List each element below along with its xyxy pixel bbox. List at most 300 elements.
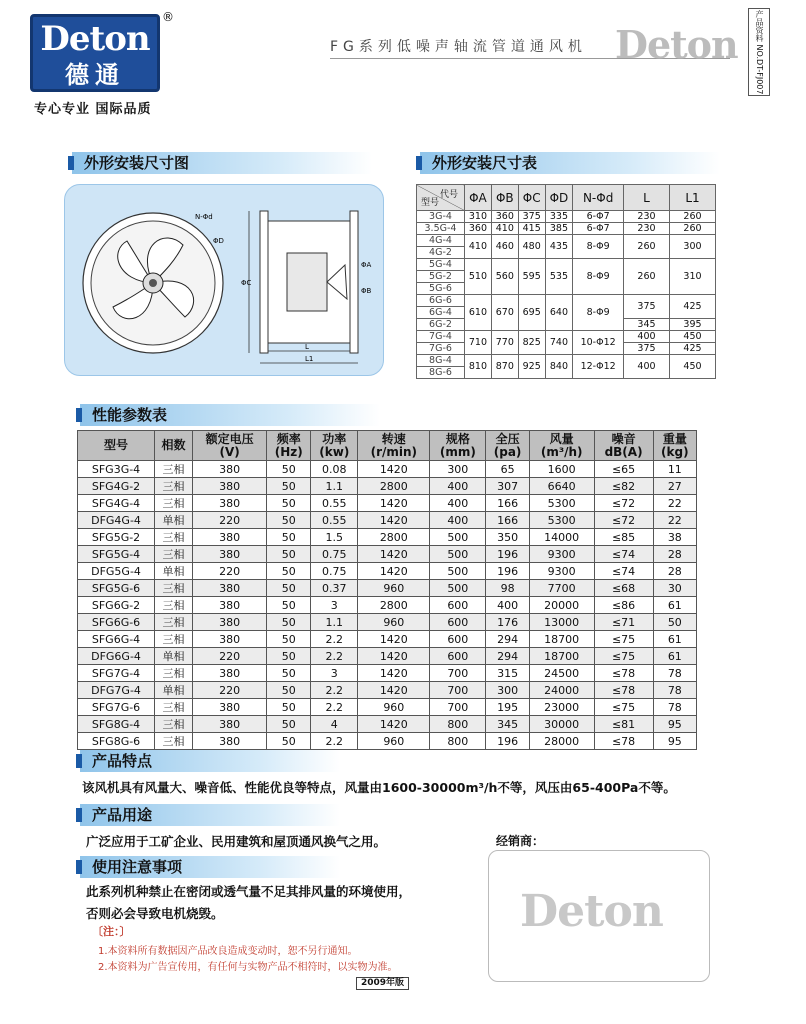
perf-cell: 3 — [311, 597, 358, 614]
perf-header-cell — [358, 431, 430, 461]
side-motor — [287, 253, 327, 311]
perf-cell: 1.1 — [311, 614, 358, 631]
perf-cell: 三相 — [155, 461, 193, 478]
drawing-section-title: 外形安装尺寸图 — [72, 152, 372, 174]
table-row — [417, 259, 716, 271]
perf-cell: SFG6G-4 — [78, 631, 155, 648]
dim-d: 385 — [545, 223, 573, 235]
perf-cell: 2800 — [358, 529, 430, 546]
perf-cell: 0.55 — [311, 495, 358, 512]
dim-nd: 6-Φ7 — [573, 211, 624, 223]
perf-cell: 300 — [430, 461, 486, 478]
perf-header-unit: (kw) — [319, 444, 350, 459]
performance-table — [77, 430, 697, 750]
dim-header-nd: N-Φd — [573, 185, 624, 211]
perf-cell: 3 — [311, 665, 358, 682]
doc-code: 产品资料 NO.DT-FJ007 — [748, 8, 770, 96]
perf-header-label: 重量 — [662, 431, 687, 446]
perf-cell: 50 — [267, 563, 311, 580]
perf-cell: 61 — [653, 631, 696, 648]
perf-cell: 三相 — [155, 580, 193, 597]
perf-header-label: 全压 — [495, 431, 520, 446]
perf-header-unit: dB(A) — [604, 444, 643, 459]
dim-model: 6G-2 — [417, 319, 465, 331]
perf-cell: 700 — [430, 665, 486, 682]
notes-title: 〔注：〕 — [92, 925, 131, 938]
perf-cell: DFG5G-4 — [78, 563, 155, 580]
dim-model: 5G-4 — [417, 259, 465, 271]
perf-cell: 400 — [486, 597, 529, 614]
perf-header-unit: (V) — [219, 444, 240, 459]
table-row — [78, 563, 697, 580]
perf-cell: 800 — [430, 733, 486, 750]
dim-d: 535 — [545, 259, 573, 295]
perf-cell: 9300 — [529, 546, 594, 563]
table-row — [78, 699, 697, 716]
perf-cell: 166 — [486, 495, 529, 512]
table-row — [78, 597, 697, 614]
dim-header-b: ΦB — [491, 185, 518, 211]
perf-header-label: 风量 — [549, 431, 574, 446]
perf-cell: 380 — [192, 614, 266, 631]
label-b: ΦB — [361, 287, 372, 295]
dim-l1: 260 — [670, 223, 716, 235]
perf-cell: 23000 — [529, 699, 594, 716]
perf-cell: SFG5G-2 — [78, 529, 155, 546]
table-row — [78, 580, 697, 597]
perf-cell: 50 — [267, 682, 311, 699]
perf-cell: 220 — [192, 648, 266, 665]
dim-a: 410 — [465, 235, 492, 259]
perf-cell: 1420 — [358, 682, 430, 699]
edition-year: 2009年版 — [356, 977, 409, 990]
perf-cell: 18700 — [529, 631, 594, 648]
perf-cell: SFG8G-6 — [78, 733, 155, 750]
perf-cell: 95 — [653, 716, 696, 733]
perf-cell: 1420 — [358, 563, 430, 580]
dim-c: 695 — [518, 295, 545, 331]
perf-header-unit: (pa) — [493, 444, 522, 459]
perf-cell: 27 — [653, 478, 696, 495]
dim-l: 375 — [624, 343, 670, 355]
perf-header-label: 噪音 — [611, 431, 636, 446]
perf-cell: 500 — [430, 580, 486, 597]
side-flange-right — [350, 211, 358, 353]
perf-cell: SFG4G-4 — [78, 495, 155, 512]
perf-cell: 三相 — [155, 631, 193, 648]
perf-header-cell — [486, 431, 529, 461]
perf-cell: 单相 — [155, 512, 193, 529]
perf-cell: 2800 — [358, 478, 430, 495]
perf-cell: 22 — [653, 495, 696, 512]
perf-cell: 50 — [267, 546, 311, 563]
perf-cell: 700 — [430, 682, 486, 699]
caution-line-2: 否则必会导致电机烧毁。 — [86, 906, 224, 921]
perf-cell: 380 — [192, 546, 266, 563]
dim-l: 230 — [624, 211, 670, 223]
perf-cell: SFG5G-4 — [78, 546, 155, 563]
perf-cell: 0.55 — [311, 512, 358, 529]
perf-cell: 61 — [653, 648, 696, 665]
logo-text-cn: 德通 — [65, 61, 125, 89]
perf-cell: 1420 — [358, 461, 430, 478]
perf-cell: 2.2 — [311, 631, 358, 648]
perf-header-cell — [594, 431, 653, 461]
perf-cell: ≤72 — [594, 495, 653, 512]
dim-c: 415 — [518, 223, 545, 235]
perf-cell: 380 — [192, 699, 266, 716]
dimension-table — [416, 184, 716, 379]
perf-cell: ≤86 — [594, 597, 653, 614]
note-line: 2.本资料为广告宣传用，有任何与实物产品不相符时，以实物为准。 — [98, 962, 398, 973]
perf-cell: 三相 — [155, 495, 193, 512]
perf-cell: 1420 — [358, 546, 430, 563]
perf-cell: ≤75 — [594, 648, 653, 665]
perf-cell: 380 — [192, 529, 266, 546]
perf-cell: ≤81 — [594, 716, 653, 733]
fan-drawing-svg — [65, 185, 385, 377]
perf-cell: 220 — [192, 512, 266, 529]
perf-cell: 600 — [430, 597, 486, 614]
perf-cell: 11 — [653, 461, 696, 478]
perf-cell: 50 — [267, 597, 311, 614]
perf-cell: SFG7G-4 — [78, 665, 155, 682]
perf-cell: 三相 — [155, 478, 193, 495]
perf-table-header — [78, 431, 697, 461]
perf-cell: 78 — [653, 665, 696, 682]
dim-b: 560 — [491, 259, 518, 295]
dim-l: 400 — [624, 331, 670, 343]
perf-cell: 三相 — [155, 529, 193, 546]
perf-cell: 50 — [267, 580, 311, 597]
perf-cell: DFG7G-4 — [78, 682, 155, 699]
perf-cell: 350 — [486, 529, 529, 546]
dim-a: 360 — [465, 223, 492, 235]
perf-cell: SFG8G-4 — [78, 716, 155, 733]
perf-cell: 20000 — [529, 597, 594, 614]
table-row — [78, 478, 697, 495]
perf-header-unit: (mm) — [439, 444, 476, 459]
perf-cell: 380 — [192, 631, 266, 648]
dim-nd: 10-Φ12 — [573, 331, 624, 355]
table-row — [78, 546, 697, 563]
perf-cell: 13000 — [529, 614, 594, 631]
perf-cell: 960 — [358, 699, 430, 716]
perf-cell: 960 — [358, 733, 430, 750]
perf-cell: 24000 — [529, 682, 594, 699]
dim-header-l1: L1 — [670, 185, 716, 211]
perf-cell: 1420 — [358, 716, 430, 733]
dim-l1: 425 — [670, 343, 716, 355]
perf-cell: 三相 — [155, 716, 193, 733]
dealer-brand-watermark: Deton — [520, 886, 663, 937]
perf-cell: 50 — [267, 461, 311, 478]
perf-cell: 2.2 — [311, 699, 358, 716]
perf-cell: 960 — [358, 580, 430, 597]
perf-cell: 0.75 — [311, 563, 358, 580]
perf-header-cell — [155, 431, 193, 461]
table-row — [78, 631, 697, 648]
perf-header-label: 型号 — [104, 438, 129, 452]
perf-cell: 单相 — [155, 682, 193, 699]
dim-header-d: ΦD — [545, 185, 573, 211]
perf-cell: 600 — [430, 631, 486, 648]
dim-model: 4G-2 — [417, 247, 465, 259]
perf-cell: 50 — [653, 614, 696, 631]
dim-l1: 450 — [670, 355, 716, 379]
perf-cell: 800 — [430, 716, 486, 733]
dim-b: 460 — [491, 235, 518, 259]
dim-nd: 6-Φ7 — [573, 223, 624, 235]
perf-cell: 14000 — [529, 529, 594, 546]
perf-cell: 0.75 — [311, 546, 358, 563]
features-text: 该风机具有风量大、噪音低、性能优良等特点，风量由1600-30000m³/h不等，风压由65-400Pa不等。 — [82, 780, 676, 795]
corner-model-label: 型号 — [421, 198, 440, 208]
perf-cell: SFG7G-6 — [78, 699, 155, 716]
usage-text: 广泛应用于工矿企业、民用建筑和屋顶通风换气之用。 — [86, 834, 387, 849]
label-c: ΦC — [241, 279, 252, 287]
note-line: 1.本资料所有数据因产品改良造成变动时，恕不另行通知。 — [98, 946, 358, 957]
dim-b: 410 — [491, 223, 518, 235]
perf-cell: 500 — [430, 529, 486, 546]
perf-cell: 220 — [192, 563, 266, 580]
perf-cell: 三相 — [155, 597, 193, 614]
caution-section-title: 使用注意事项 — [80, 856, 340, 878]
perf-cell: 1420 — [358, 631, 430, 648]
dim-d: 435 — [545, 235, 573, 259]
perf-cell: ≤78 — [594, 733, 653, 750]
perf-header-unit: (m³/h) — [540, 444, 583, 459]
table-row — [417, 295, 716, 307]
perf-cell: 98 — [486, 580, 529, 597]
logo-text-en: Deton — [40, 19, 150, 59]
table-row — [417, 211, 716, 223]
perf-header-cell — [529, 431, 594, 461]
dim-c: 480 — [518, 235, 545, 259]
perf-cell: 700 — [430, 699, 486, 716]
dim-d: 840 — [545, 355, 573, 379]
perf-cell: 196 — [486, 546, 529, 563]
perf-cell: 1600 — [529, 461, 594, 478]
table-row — [78, 648, 697, 665]
perf-cell: 18700 — [529, 648, 594, 665]
corner-code-label: 代号 — [439, 190, 458, 200]
perf-cell: 50 — [267, 631, 311, 648]
perf-cell: DFG6G-4 — [78, 648, 155, 665]
dim-table-header — [417, 185, 716, 211]
perf-cell: 三相 — [155, 733, 193, 750]
dim-header-c: ΦC — [518, 185, 545, 211]
perf-cell: 1420 — [358, 495, 430, 512]
perf-cell: 50 — [267, 495, 311, 512]
table-row — [417, 235, 716, 247]
table-row — [78, 614, 697, 631]
perf-cell: 50 — [267, 648, 311, 665]
dim-model: 7G-4 — [417, 331, 465, 343]
perf-cell: 50 — [267, 716, 311, 733]
fan-shaft — [149, 279, 157, 287]
perf-cell: 50 — [267, 665, 311, 682]
dim-l1: 300 — [670, 235, 716, 259]
perf-cell: 1.5 — [311, 529, 358, 546]
perf-header-label: 频率 — [276, 431, 301, 446]
perf-header-label: 额定电压 — [205, 431, 254, 446]
perf-cell: 380 — [192, 478, 266, 495]
label-nd: N-Φd — [195, 213, 213, 221]
dim-model: 7G-6 — [417, 343, 465, 355]
perf-cell: 28 — [653, 546, 696, 563]
table-row — [78, 512, 697, 529]
perf-cell: 196 — [486, 563, 529, 580]
perf-cell: 500 — [430, 546, 486, 563]
dim-d: 640 — [545, 295, 573, 331]
perf-cell: ≤75 — [594, 631, 653, 648]
table-row — [78, 529, 697, 546]
perf-cell: 400 — [430, 512, 486, 529]
perf-cell: ≤78 — [594, 665, 653, 682]
dim-d: 740 — [545, 331, 573, 355]
perf-cell: 196 — [486, 733, 529, 750]
perf-cell: 50 — [267, 529, 311, 546]
perf-cell: 7700 — [529, 580, 594, 597]
features-section-title: 产品特点 — [80, 750, 340, 772]
dim-a: 810 — [465, 355, 492, 379]
perf-cell: 400 — [430, 478, 486, 495]
perf-cell: 380 — [192, 495, 266, 512]
perf-cell: 2.2 — [311, 648, 358, 665]
perf-cell: 380 — [192, 716, 266, 733]
perf-cell: 50 — [267, 614, 311, 631]
perf-cell: SFG6G-2 — [78, 597, 155, 614]
perf-cell: ≤72 — [594, 512, 653, 529]
perf-cell: ≤74 — [594, 563, 653, 580]
dim-d: 335 — [545, 211, 573, 223]
perf-header-label: 规格 — [445, 431, 470, 446]
dealer-label: 经销商： — [496, 834, 545, 848]
dim-model: 3G-4 — [417, 211, 465, 223]
side-flange-left — [260, 211, 268, 353]
dim-model: 5G-2 — [417, 271, 465, 283]
dim-c: 925 — [518, 355, 545, 379]
dim-nd: 12-Φ12 — [573, 355, 624, 379]
perf-cell: 单相 — [155, 563, 193, 580]
dim-c: 375 — [518, 211, 545, 223]
perf-cell: 1420 — [358, 512, 430, 529]
perf-cell: ≤65 — [594, 461, 653, 478]
caution-line-1: 此系列机种禁止在密闭或透气量不足其排风量的环境使用， — [86, 884, 412, 899]
dim-a: 510 — [465, 259, 492, 295]
label-d: ΦD — [213, 237, 224, 245]
perf-cell: 300 — [486, 682, 529, 699]
installation-drawing — [64, 184, 384, 376]
brand-watermark: Deton — [615, 22, 738, 67]
perf-cell: SFG4G-2 — [78, 478, 155, 495]
dim-header-l: L — [624, 185, 670, 211]
perf-cell: 30000 — [529, 716, 594, 733]
perf-cell: 380 — [192, 733, 266, 750]
perf-cell: 9300 — [529, 563, 594, 580]
dim-a: 710 — [465, 331, 492, 355]
perf-cell: 960 — [358, 614, 430, 631]
table-row — [417, 223, 716, 235]
perf-cell: ≤71 — [594, 614, 653, 631]
perf-cell: 220 — [192, 682, 266, 699]
perf-header-unit: (r/min) — [370, 444, 418, 459]
perf-cell: 78 — [653, 699, 696, 716]
dim-model: 3.5G-4 — [417, 223, 465, 235]
perf-cell: 三相 — [155, 546, 193, 563]
perf-cell: 单相 — [155, 648, 193, 665]
dim-b: 870 — [491, 355, 518, 379]
dim-c: 825 — [518, 331, 545, 355]
perf-cell: 315 — [486, 665, 529, 682]
perf-cell: 0.08 — [311, 461, 358, 478]
dim-header-a: ΦA — [465, 185, 492, 211]
dim-a: 310 — [465, 211, 492, 223]
perf-cell: 38 — [653, 529, 696, 546]
usage-section-title: 产品用途 — [80, 804, 340, 826]
perf-cell: 5300 — [529, 495, 594, 512]
perf-header-label: 相数 — [161, 438, 186, 452]
dim-b: 670 — [491, 295, 518, 331]
perf-header-label: 转速 — [381, 431, 406, 446]
dim-nd: 8-Φ9 — [573, 295, 624, 331]
perf-header-label: 功率 — [322, 431, 347, 446]
perf-cell: 95 — [653, 733, 696, 750]
perf-cell: 三相 — [155, 699, 193, 716]
perf-cell: 0.37 — [311, 580, 358, 597]
dim-l: 230 — [624, 223, 670, 235]
perf-cell: 195 — [486, 699, 529, 716]
dim-model: 8G-6 — [417, 367, 465, 379]
perf-cell: 500 — [430, 563, 486, 580]
perf-cell: ≤68 — [594, 580, 653, 597]
label-a: ΦA — [361, 261, 372, 269]
perf-cell: 1420 — [358, 665, 430, 682]
perf-cell: 三相 — [155, 665, 193, 682]
perf-cell: 28000 — [529, 733, 594, 750]
perf-cell: 380 — [192, 665, 266, 682]
dim-model: 4G-4 — [417, 235, 465, 247]
label-l: L — [305, 343, 309, 351]
dim-l: 260 — [624, 259, 670, 295]
perf-header-cell — [430, 431, 486, 461]
perf-cell: 1420 — [358, 648, 430, 665]
perf-cell: 30 — [653, 580, 696, 597]
label-l1: L1 — [305, 355, 314, 363]
perf-cell: 600 — [430, 648, 486, 665]
series-title: FG系列低噪声轴流管道通风机 — [330, 39, 587, 55]
dim-l1: 450 — [670, 331, 716, 343]
dim-l: 375 — [624, 295, 670, 319]
dim-a: 610 — [465, 295, 492, 331]
dim-model: 5G-6 — [417, 283, 465, 295]
dim-l1: 310 — [670, 259, 716, 295]
perf-cell: 600 — [430, 614, 486, 631]
perf-cell: 50 — [267, 733, 311, 750]
perf-cell: SFG6G-6 — [78, 614, 155, 631]
perf-cell: 61 — [653, 597, 696, 614]
perf-header-cell — [78, 431, 155, 461]
perf-cell: 22 — [653, 512, 696, 529]
perf-cell: 1.1 — [311, 478, 358, 495]
perf-header-cell — [267, 431, 311, 461]
table-row — [78, 461, 697, 478]
table-row — [78, 716, 697, 733]
perf-cell: 176 — [486, 614, 529, 631]
perf-cell: 400 — [430, 495, 486, 512]
dim-model: 6G-4 — [417, 307, 465, 319]
